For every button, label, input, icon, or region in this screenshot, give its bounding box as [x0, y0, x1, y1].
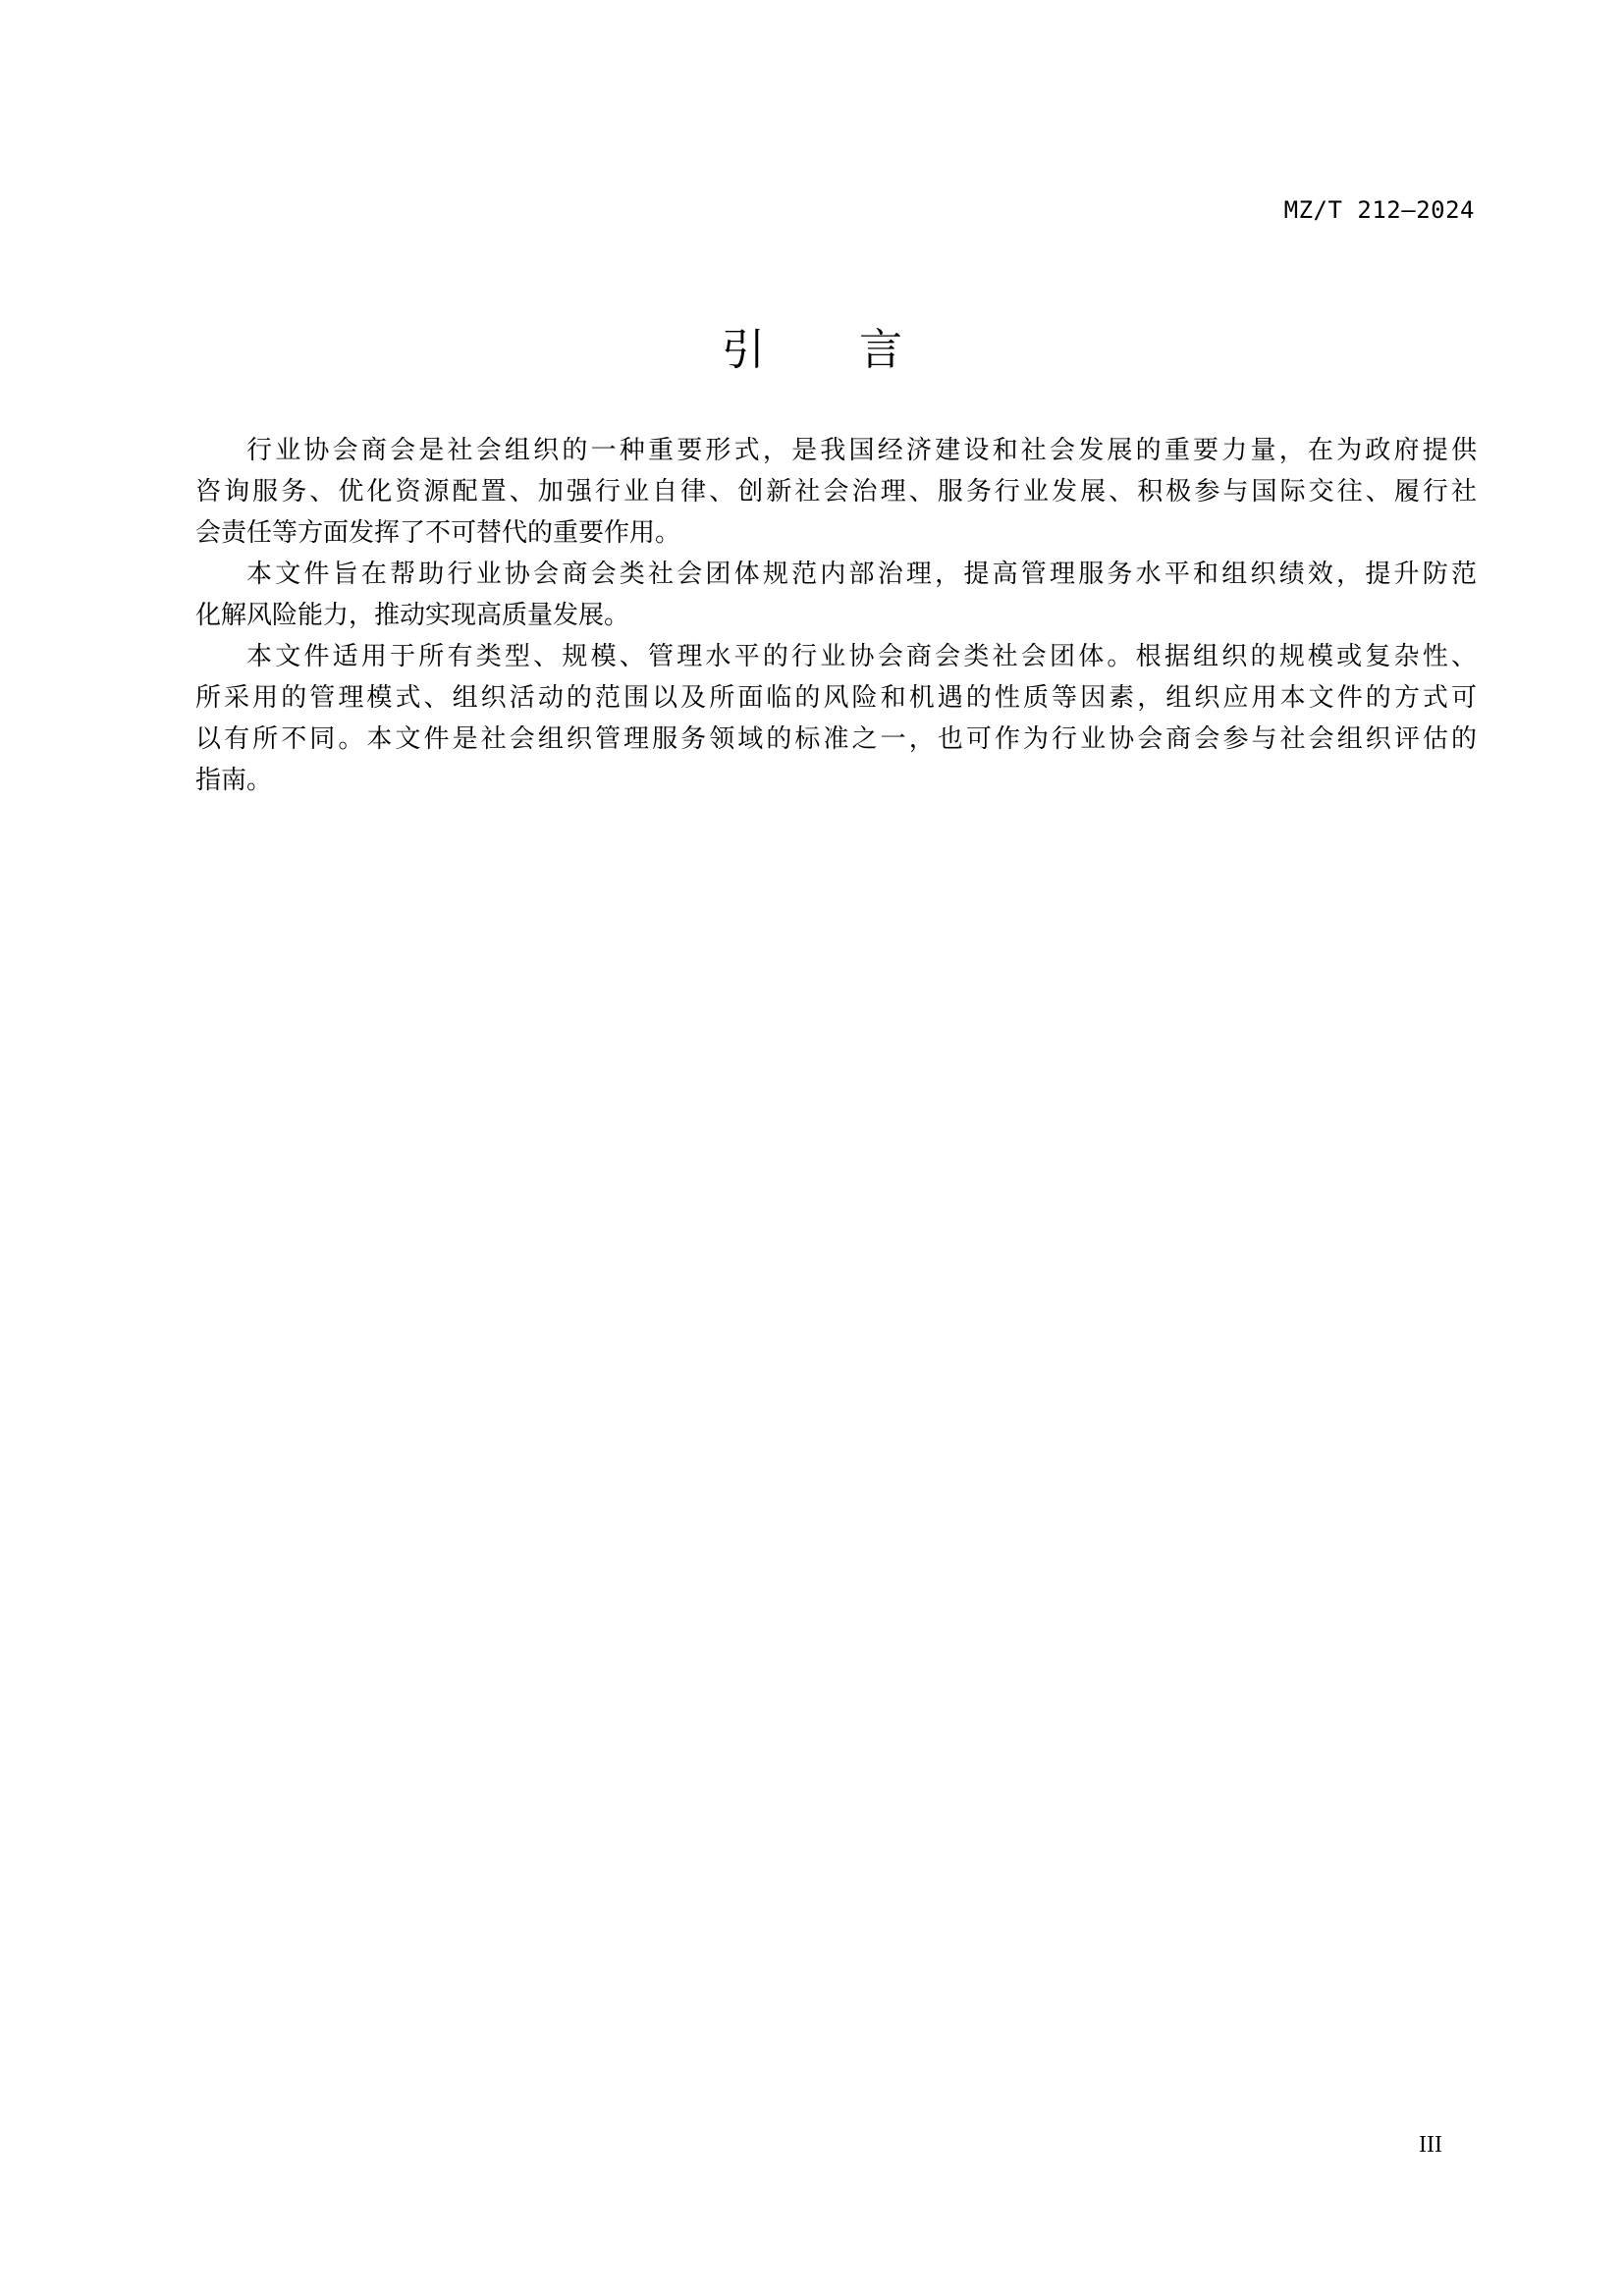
paragraph-line: 化解风险能力，推动实现高质量发展。 — [195, 601, 630, 630]
paragraph-line: 所采用的管理模式、组织活动的范围以及所面临的风险和机遇的性质等因素，组织应用本文件的方式可 — [195, 683, 1477, 713]
paragraph-line: 以有所不同。本文件是社会组织管理服务领域的标准之一，也可作为行业协会商会参与社会组织评估的 — [195, 724, 1477, 754]
paragraph-3 — [195, 636, 1477, 801]
page-title-char: 言 — [859, 325, 902, 375]
paragraph-line: 行业协会商会是社会组织的一种重要形式，是我国经济建设和社会发展的重要力量，在为政府提供 — [246, 436, 1477, 465]
page-title — [0, 325, 1624, 375]
paragraph-line: 指南。 — [195, 766, 273, 795]
page-number: III — [1419, 2132, 1442, 2158]
paragraph-1 — [195, 430, 1477, 554]
paragraph-2 — [195, 554, 1477, 636]
page-title-char: 引 — [722, 325, 765, 375]
introduction-body — [195, 430, 1477, 801]
paragraph-line: 咨询服务、优化资源配置、加强行业自律、创新社会治理、服务行业发展、积极参与国际交往、履行社 — [195, 477, 1477, 507]
paragraph-line: 会责任等方面发挥了不可替代的重要作用。 — [195, 518, 681, 548]
paragraph-line: 本文件旨在帮助行业协会商会类社会团体规范内部治理，提高管理服务水平和组织绩效，提升防范 — [246, 560, 1477, 589]
paragraph-line: 本文件适用于所有类型、规模、管理水平的行业协会商会类社会团体。根据组织的规模或复杂性、 — [246, 642, 1477, 671]
document-code: MZ/T 212—2024 — [1283, 196, 1475, 224]
